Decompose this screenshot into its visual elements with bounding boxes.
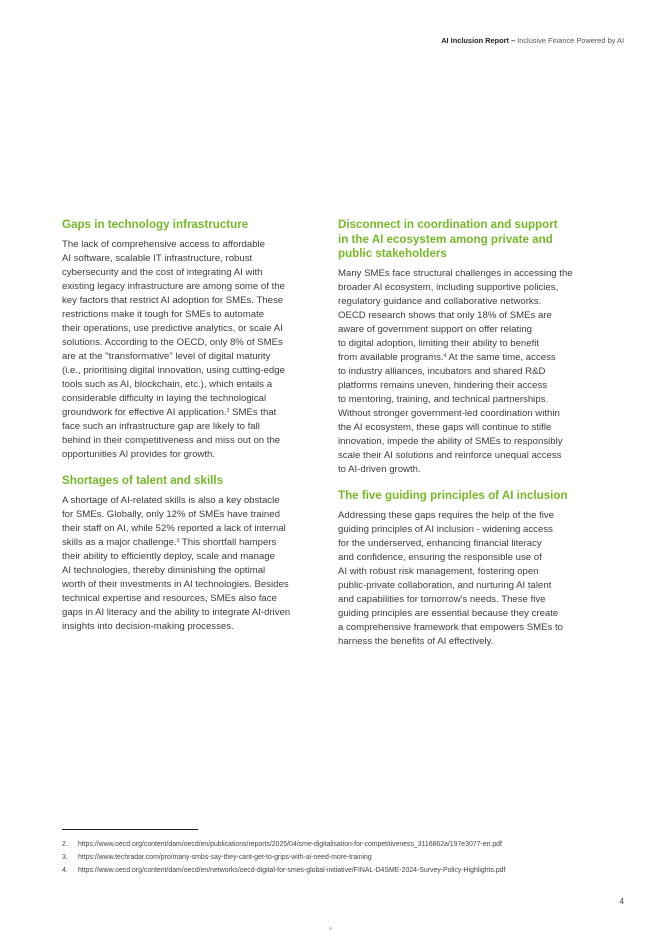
footnote-link[interactable]: https://www.oecd.org/content/dam/oecd/en/networks/oecd-digital-for-smes-global-initiative/FINAL-D4SME-2024-Survey-Policy-Highlights.pdf	[78, 866, 506, 874]
paragraph-technology-gaps: The lack of comprehensive access to affordable AI software, scalable IT infrastructure, robust cybersecurity and the cost of integrating AI with existing legacy infrastructure are among some of the key factors that restrict AI adoption for SMEs. These restrictions make it tough for SMEs to automate their operations, use predictive analytics, or scale AI solutions. According to the OECD, only 8% of SMEs are at the "transformative" level of digital maturity (i.e., prioritising digital innovation, using cutting-edge tools such as AI, blockchain, etc.), which entails a considerable difficulty in laying the technological groundwork for effective AI application.$^2$ SMEs that face such an infrastructure gap are likely to fall behind in their competitiveness and miss out on the opportunities AI provides for growth.	[62, 238, 285, 461]
paragraph-guiding-principles: Addressing these gaps requires the help of the five guiding principles of AI inclusion - widening access for the underserved, enhancing financial literacy and confidence, ensuring the responsible use of AI with robust risk management, fostering open public-private collaboration, and nurturing AI talent and capabilities for tomorrow's needs. These five guiding principles are essential because they create a comprehensive framework that empowers SMEs to harness the benefits of AI effectively.	[338, 509, 564, 648]
left-column	[62, 218, 324, 646]
page-number: 4	[619, 897, 624, 906]
report-title: AI Inclusion Report	[441, 36, 509, 45]
footnote-divider	[62, 829, 198, 830]
footnote-link[interactable]: https://www.techradar.com/pro/many-smbs-say-they-cant-get-to-grips-with-ai-need-more-training	[78, 853, 372, 861]
header-separator: –	[508, 36, 518, 45]
footnote-ref-2[interactable]: 2	[226, 408, 230, 415]
footnotes	[62, 839, 505, 877]
footnote-ref-4[interactable]: 4	[443, 352, 447, 359]
right-column	[338, 218, 600, 661]
footnote-2: 2. https://www.oecd.org/content/dam/oecd/en/publications/reports/2025/04/sme-digitalisation-for-competitiveness_3116862a/197e3077-en.pdf	[62, 841, 502, 848]
footnote-3: 3. https://www.techradar.com/pro/many-smbs-say-they-cant-get-to-grips-with-ai-need-more-training	[62, 853, 372, 861]
paragraph-talent-shortage: A shortage of AI-related skills is also a key obstacle for SMEs. Globally, only 12% of SMEs have trained their staff on AI, while 52% reported a lack of internal skills as a major challenge.$^3$ This shortfall hampers their ability to efficiently deploy, scale and manage AI technologies, thereby diminishing the optimal worth of their investments in AI technologies. Besides technical expertise and resources, SMEs also face gaps in AI literacy and the ability to integrate AI-driven insights into decision-making processes.	[62, 494, 291, 633]
heading-talent-shortage: Shortages of talent and skills	[62, 474, 224, 488]
footnote-link[interactable]: https://www.oecd.org/content/dam/oecd/en/publications/reports/2025/04/sme-digitalisation-for-competitiveness_3116862a/197e3077-en.pdf	[78, 841, 502, 848]
heading-coordination-disconnect: Disconnect in coordination and support in the AI ecosystem among private and public stakeholders	[338, 218, 558, 260]
running-header	[441, 36, 624, 45]
heading-guiding-principles: The five guiding principles of AI inclusion	[338, 489, 568, 503]
paragraph-coordination-disconnect: Many SMEs face structural challenges in accessing the broader AI ecosystem, including supportive policies, regulatory guidance and collaborative networks. OECD research shows that only 18% of SMEs are aware of government support on offer relating to digital adoption, limiting their ability to benefit from available programs.$^4$ At the same time, access to industry alliances, incubators and shared R&D platforms remains uneven, hindering their access to mentoring, training, and technical partnerships. Without stronger government-led coordination within the AI ecosystem, these gaps will continue to stifle innovation, impede the ability of SMEs to responsibly scale their AI solutions and reinforce unequal access to AI-driven growth.	[338, 267, 573, 476]
footnote-ref-3[interactable]: 3	[176, 537, 180, 544]
footnote-4: 4. https://www.oecd.org/content/dam/oecd/en/networks/oecd-digital-for-smes-global-initiative/FINAL-D4SME-2024-Survey-Policy-Highlights.pdf	[62, 866, 506, 874]
page-dot	[329, 927, 332, 930]
heading-technology-gaps: Gaps in technology infrastructure	[62, 218, 249, 231]
report-subtitle: Inclusive Finance Powered by AI	[517, 36, 624, 45]
